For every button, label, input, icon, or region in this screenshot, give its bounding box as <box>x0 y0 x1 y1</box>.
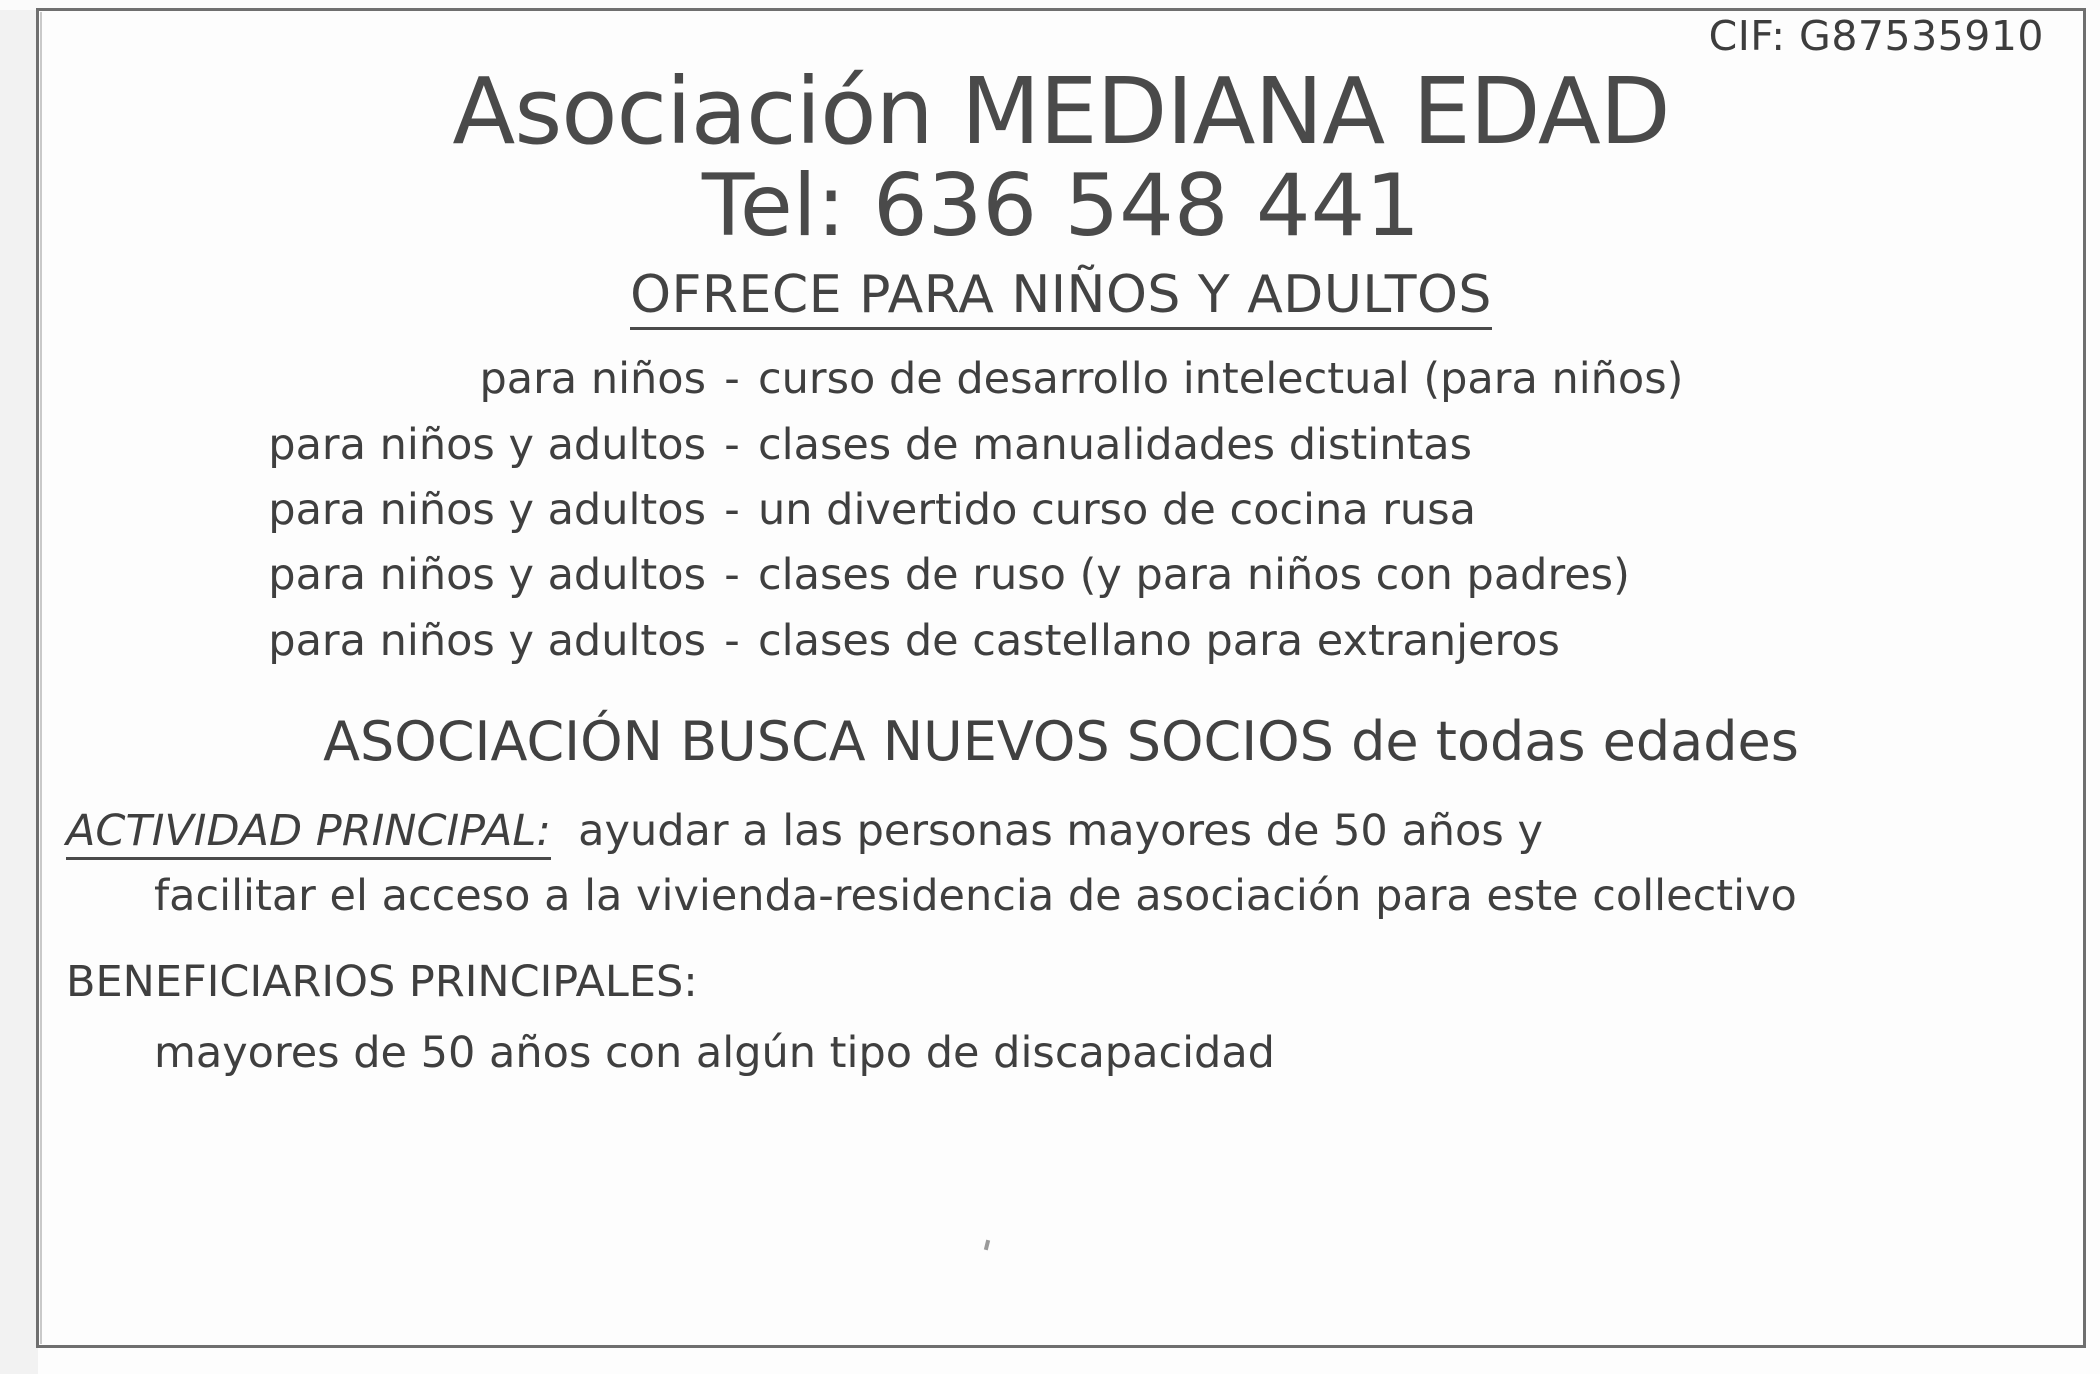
main-activity-block <box>66 799 2056 928</box>
list-item <box>66 413 2056 478</box>
list-item <box>66 478 2056 543</box>
offer-heading <box>66 265 2056 325</box>
membership-call <box>66 710 2056 773</box>
offer-dash: - <box>724 615 740 666</box>
offer-dash: - <box>724 419 740 470</box>
membership-call-rest: de todas edades <box>1333 710 1799 774</box>
beneficiaries-text: mayores de 50 años con algún tipo de discapacidad <box>154 1027 1275 1078</box>
offer-activity: clases de manualidades distintas <box>758 419 1473 470</box>
offer-audience: para niños y adultos <box>268 615 706 666</box>
offer-list <box>66 347 2056 674</box>
offer-dash: - <box>724 484 740 535</box>
list-item <box>66 347 2056 412</box>
main-activity-line2: facilitar el acceso a la vivienda-residencia de asociación para este collectivo <box>154 870 1797 921</box>
main-activity-line1: ayudar a las personas mayores de 50 años y <box>578 806 1543 857</box>
offer-activity: un divertido curso de cocina rusa <box>758 484 1476 535</box>
scan-edge-left <box>0 0 38 1374</box>
beneficiaries-label: BENEFICIARIOS PRINCIPALES: <box>66 957 698 1008</box>
offer-audience: para niños <box>479 354 706 405</box>
organization-name: Asociación MEDIANA EDAD <box>452 58 1670 166</box>
offer-activity: clases de ruso (y para niños con padres) <box>758 550 1630 601</box>
offer-activity: clases de castellano para extranjeros <box>758 615 1560 666</box>
beneficiaries-block <box>66 950 2056 1085</box>
main-activity-label: ACTIVIDAD PRINCIPAL: <box>66 806 551 860</box>
list-item <box>66 543 2056 608</box>
phone-number: Tel: 636 548 441 <box>701 155 1421 256</box>
offer-heading-text: OFRECE PARA NIÑOS Y ADULTOS <box>630 265 1492 330</box>
cif-number: CIF: G87535910 <box>1708 12 2044 60</box>
offer-activity: curso de desarrollo intelectual (para niños) <box>758 354 1684 405</box>
offer-audience: para niños y adultos <box>268 419 706 470</box>
membership-call-caps: ASOCIACIÓN BUSCA NUEVOS SOCIOS <box>323 710 1334 774</box>
flyer-content <box>36 8 2086 1348</box>
offer-audience: para niños y adultos <box>268 550 706 601</box>
offer-audience: para niños y adultos <box>268 484 706 535</box>
offer-dash: - <box>724 550 740 601</box>
offer-dash: - <box>724 354 740 405</box>
list-item <box>66 609 2056 674</box>
